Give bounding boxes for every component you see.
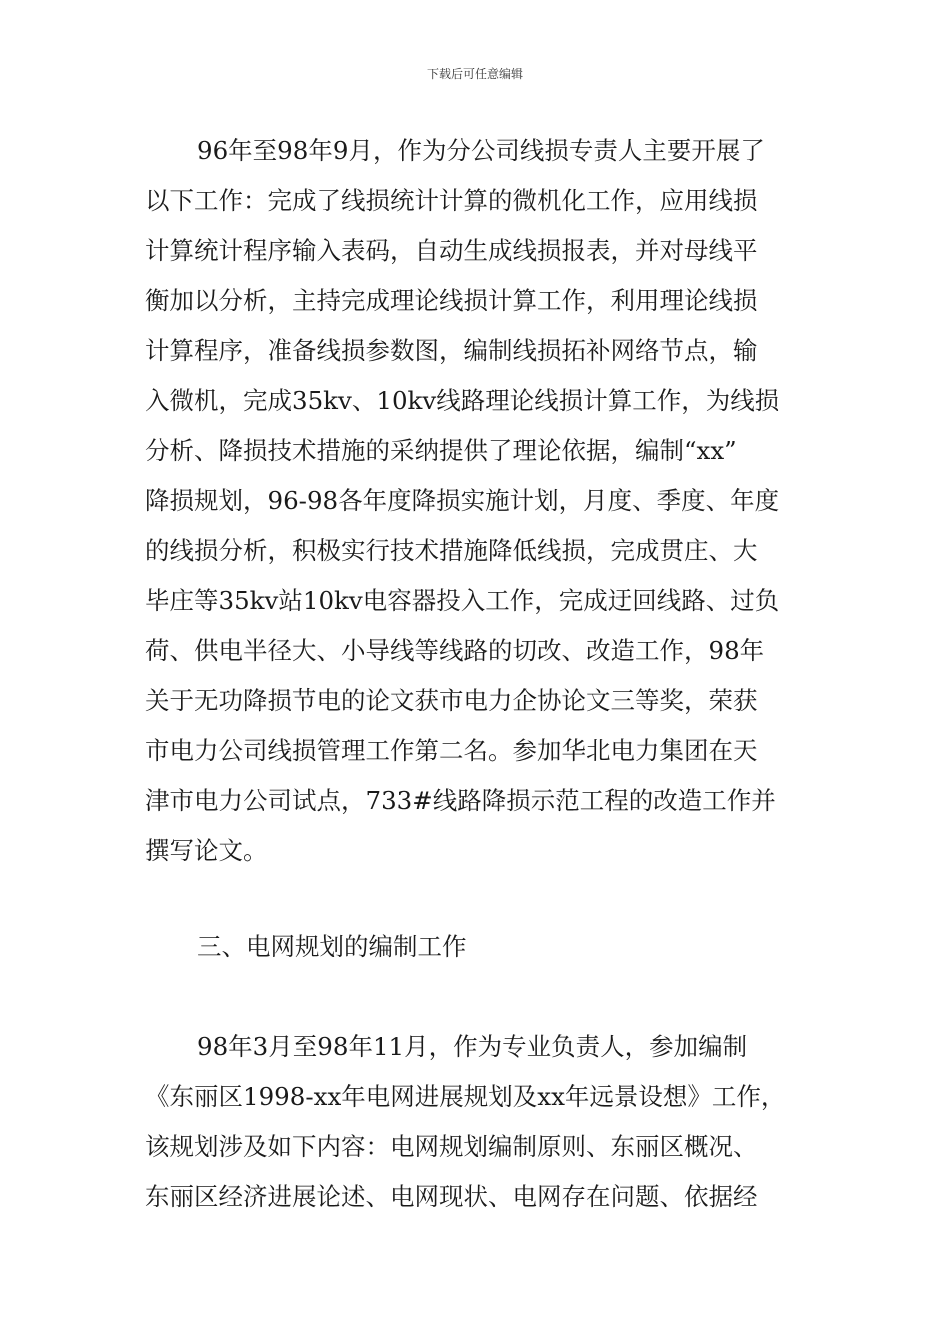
text-line: 入微机，完成35kv、10kv线路理论线损计算工作，为线损 <box>145 386 780 415</box>
text-line: 荷、供电半径大、小导线等线路的切改、改造工作，98年 <box>145 636 765 665</box>
section-heading-grid-planning <box>145 922 805 972</box>
text-line: 市电力公司线损管理工作第二名。参加华北电力集团在天 <box>145 736 758 765</box>
text-line: 98年3月至98年11月，作为专业负责人，参加编制 <box>197 1032 748 1061</box>
text-line: 计算程序，准备线损参数图，编制线损拓补网络节点，输 <box>145 336 758 365</box>
text-line: 《东丽区1998-xx年电网进展规划及xx年远景设想》工作， <box>145 1082 786 1111</box>
text-line: 衡加以分析，主持完成理论线损计算工作，利用理论线损 <box>145 286 758 315</box>
text-line: 分析、降损技术措施的采纳提供了理论依据，编制“xx” <box>145 436 737 465</box>
section-heading: 三、电网规划的编制工作 <box>197 932 467 961</box>
paragraph-grid-planning <box>145 1022 805 1222</box>
text-line: 毕庄等35kv站10kv电容器投入工作，完成迂回线路、过负 <box>145 586 780 615</box>
text-line: 东丽区经济进展论述、电网现状、电网存在问题、依据经 <box>145 1182 758 1211</box>
text-line: 该规划涉及如下内容：电网规划编制原则、东丽区概况、 <box>145 1132 758 1161</box>
page-header: 下载后可任意编辑 <box>426 67 523 81</box>
paragraph-line-loss-work <box>145 126 805 876</box>
text-line: 96年至98年9月，作为分公司线损专责人主要开展了 <box>197 136 765 165</box>
text-line: 关于无功降损节电的论文获市电力企协论文三等奖，荣获 <box>145 686 758 715</box>
text-line: 降损规划，96-98各年度降损实施计划，月度、季度、年度 <box>145 486 780 515</box>
text-line: 津市电力公司试点，733#线路降损示范工程的改造工作并 <box>145 786 776 815</box>
text-line: 计算统计程序输入表码，自动生成线损报表，并对母线平 <box>145 236 758 265</box>
text-line: 以下工作：完成了线损统计计算的微机化工作，应用线损 <box>145 186 758 215</box>
text-line: 的线损分析，积极实行技术措施降低线损，完成贯庄、大 <box>145 536 758 565</box>
text-line: 撰写论文。 <box>145 836 268 865</box>
